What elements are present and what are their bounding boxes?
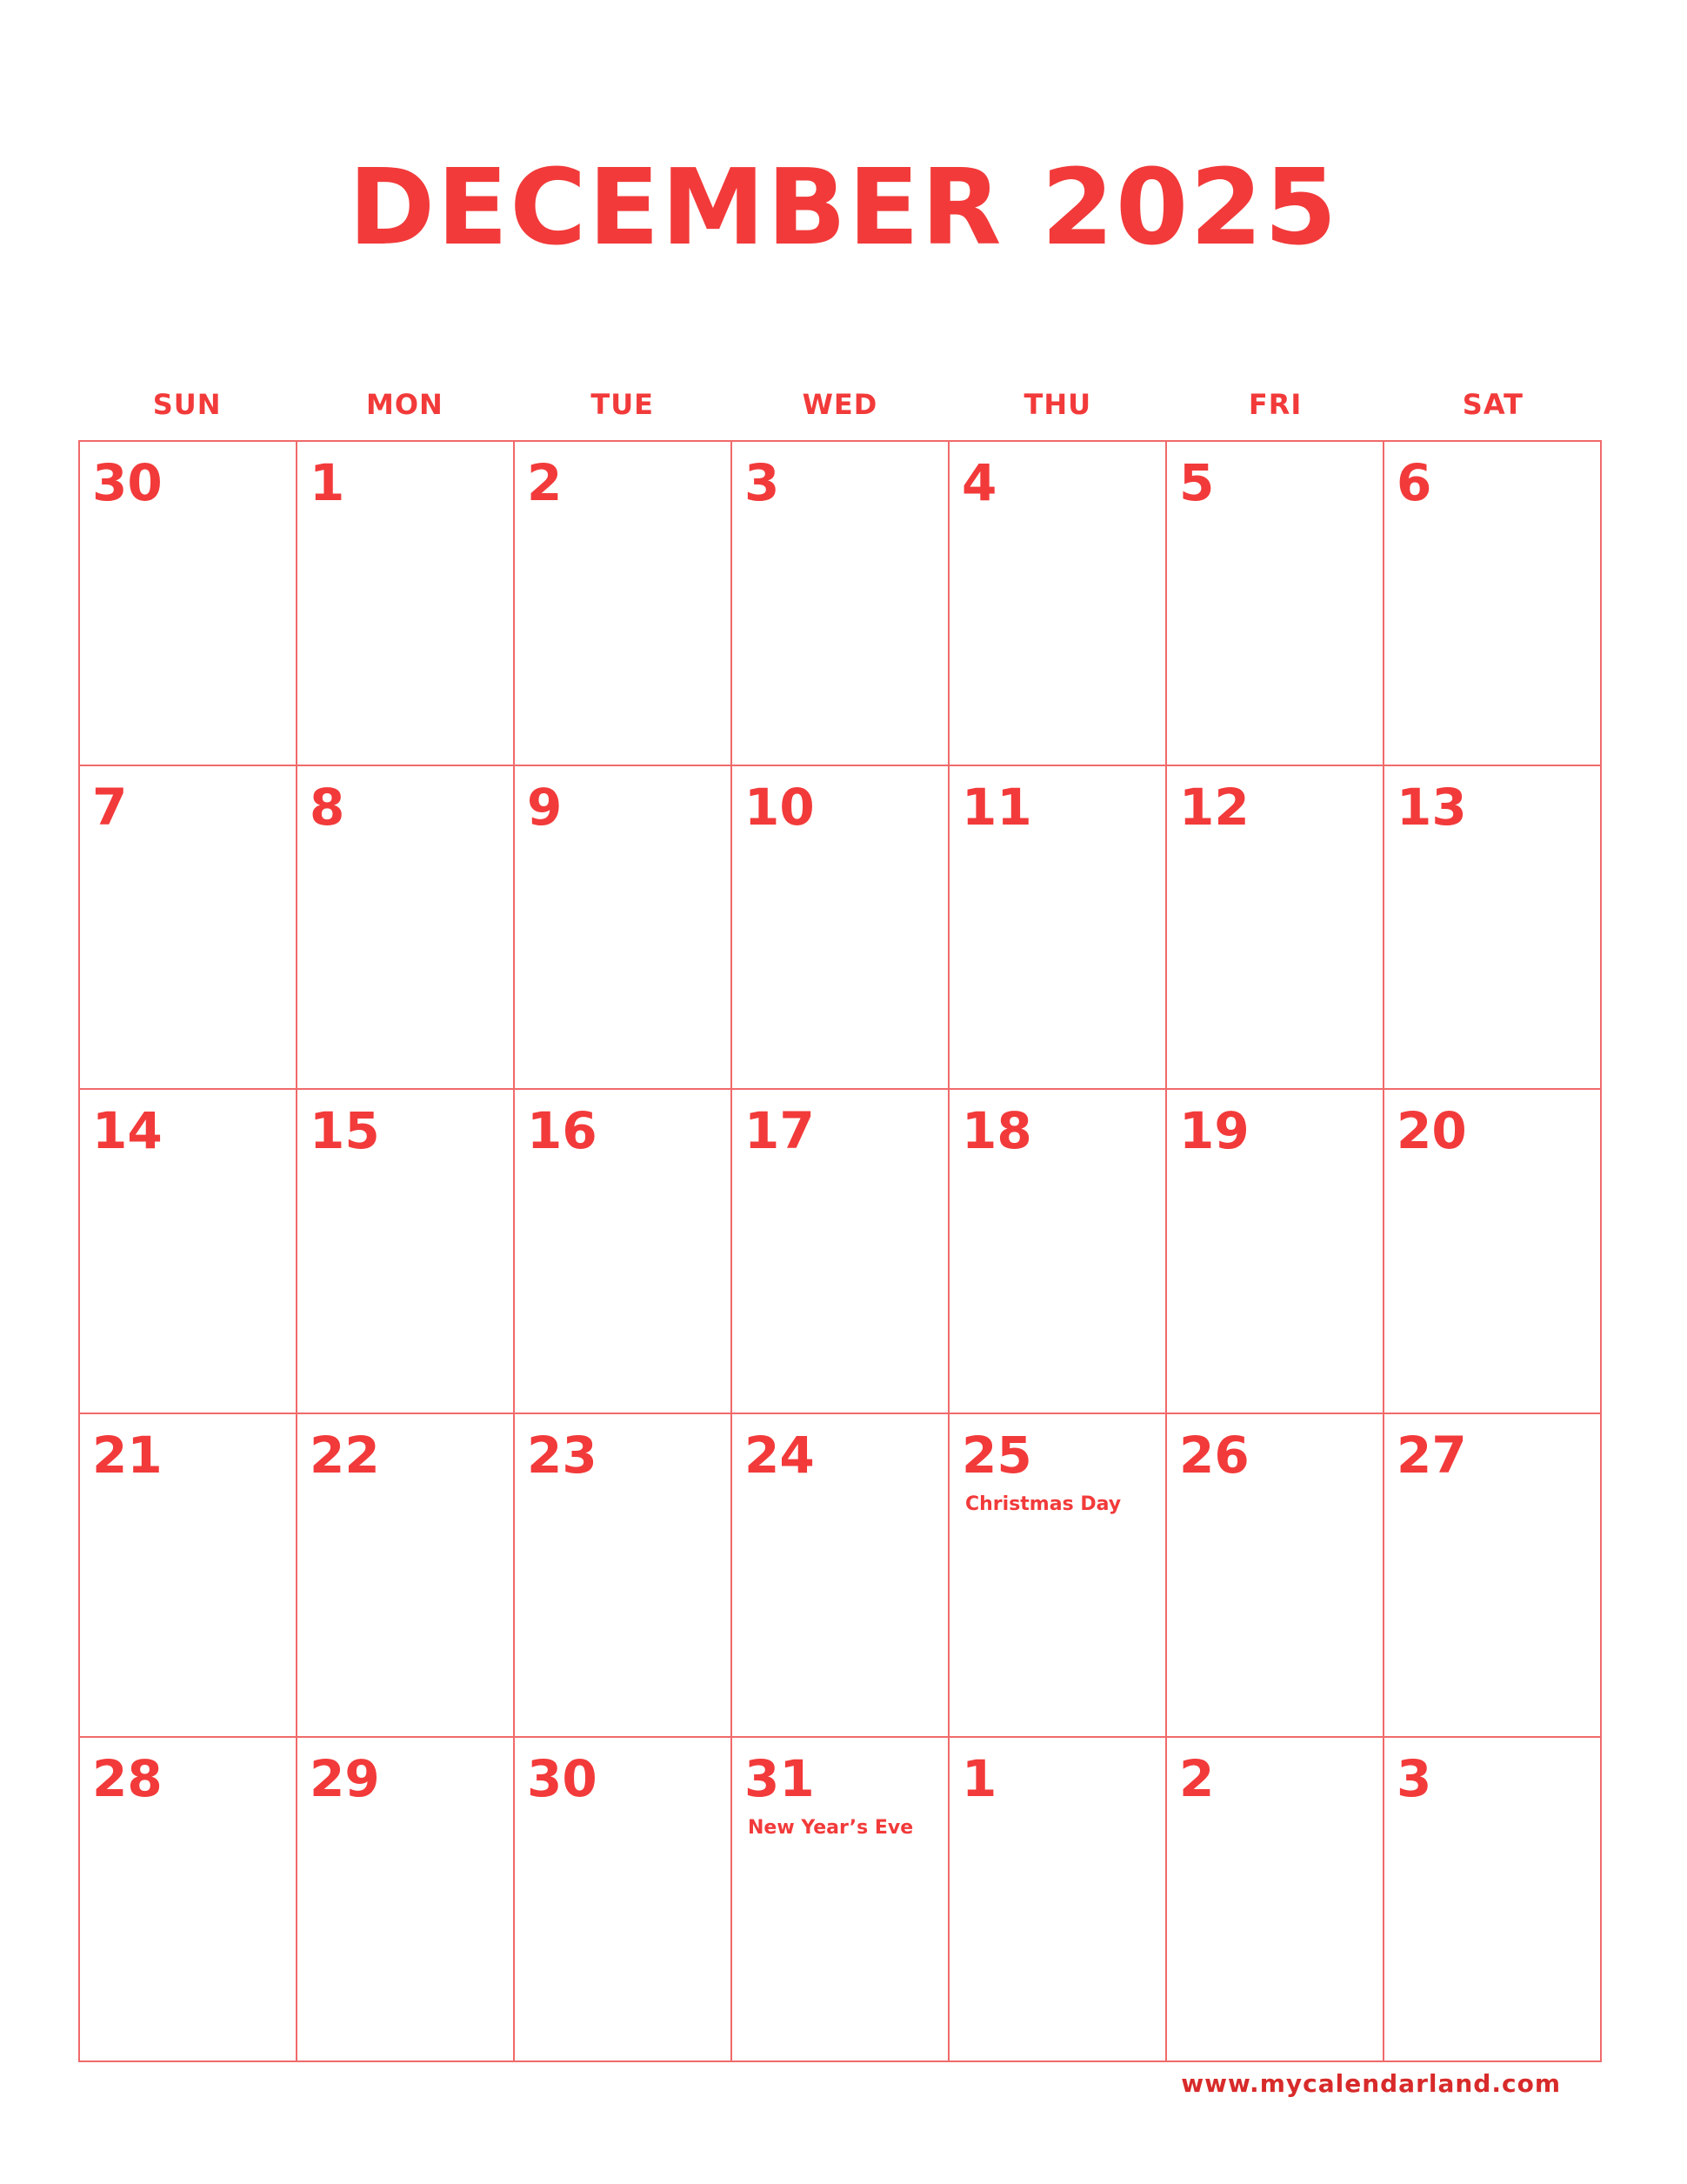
- day-cell: [80, 766, 297, 1091]
- day-cell: [1167, 1738, 1384, 2062]
- holiday-label: New Year’s Eve: [748, 1817, 914, 1840]
- day-number: 24: [744, 1425, 815, 1485]
- weekday-sat: SAT: [1462, 388, 1524, 421]
- calendar-grid: [78, 440, 1602, 2062]
- day-number: 28: [92, 1749, 163, 1809]
- day-cell: [80, 442, 297, 766]
- weekday-wed: WED: [802, 388, 878, 421]
- day-cell: [732, 442, 950, 766]
- holiday-label: Christmas Day: [965, 1493, 1122, 1515]
- day-number: 25: [962, 1425, 1032, 1485]
- day-number: 5: [1179, 453, 1215, 512]
- weekday-fri: FRI: [1248, 388, 1303, 421]
- day-cell: [1384, 442, 1602, 766]
- day-cell: [297, 1738, 515, 2062]
- day-number: 15: [310, 1101, 380, 1161]
- day-number: 2: [527, 453, 563, 512]
- day-number: 16: [527, 1101, 597, 1161]
- day-number: 19: [1179, 1101, 1250, 1161]
- day-number: 30: [92, 453, 163, 512]
- day-number: 1: [962, 1749, 997, 1809]
- day-cell: [732, 1090, 950, 1414]
- day-number: 22: [310, 1425, 380, 1485]
- weekday-sun: SUN: [152, 388, 222, 421]
- day-cell: [515, 442, 732, 766]
- calendar-title: DECEMBER 2025: [348, 148, 1339, 269]
- day-cell: [80, 1738, 297, 2062]
- weekday-mon: MON: [366, 388, 443, 421]
- day-number: 8: [310, 777, 345, 837]
- day-number: 2: [1179, 1749, 1215, 1809]
- day-cell: [297, 1090, 515, 1414]
- day-number: 14: [92, 1101, 163, 1161]
- day-cell: [950, 1090, 1167, 1414]
- day-number: 9: [527, 777, 563, 837]
- day-number: 23: [527, 1425, 597, 1485]
- day-cell: [732, 1738, 950, 2062]
- day-number: 18: [962, 1101, 1032, 1161]
- weekday-header-row: [78, 383, 1602, 426]
- day-cell: [1384, 1090, 1602, 1414]
- day-number: 30: [527, 1749, 597, 1809]
- day-cell: [1384, 1414, 1602, 1739]
- day-number: 26: [1179, 1425, 1250, 1485]
- website-url: www.mycalendarland.com: [1181, 2069, 1561, 2098]
- day-cell: [1167, 766, 1384, 1091]
- day-number: 13: [1397, 777, 1467, 837]
- day-cell: [1167, 1090, 1384, 1414]
- day-number: 20: [1397, 1101, 1467, 1161]
- day-cell: [1384, 766, 1602, 1091]
- weekday-tue: TUE: [590, 388, 655, 421]
- day-number: 3: [1397, 1749, 1432, 1809]
- day-cell: [80, 1414, 297, 1739]
- day-number: 7: [92, 777, 128, 837]
- day-cell: [732, 1414, 950, 1739]
- day-number: 4: [962, 453, 997, 512]
- day-cell: [297, 442, 515, 766]
- day-number: 3: [744, 453, 780, 512]
- day-cell: [950, 766, 1167, 1091]
- day-number: 10: [744, 777, 815, 837]
- day-cell: [297, 766, 515, 1091]
- day-cell: [1167, 1414, 1384, 1739]
- day-cell: [950, 442, 1167, 766]
- day-cell: [515, 1090, 732, 1414]
- day-cell: [950, 1414, 1167, 1739]
- day-cell: [515, 1414, 732, 1739]
- day-cell: [1384, 1738, 1602, 2062]
- day-cell: [515, 766, 732, 1091]
- day-cell: [1167, 442, 1384, 766]
- day-cell: [732, 766, 950, 1091]
- day-number: 27: [1397, 1425, 1467, 1485]
- day-number: 6: [1397, 453, 1432, 512]
- day-number: 31: [744, 1749, 815, 1809]
- day-cell: [297, 1414, 515, 1739]
- day-number: 11: [962, 777, 1032, 837]
- day-number: 21: [92, 1425, 163, 1485]
- day-number: 12: [1179, 777, 1250, 837]
- day-cell: [80, 1090, 297, 1414]
- day-cell: [515, 1738, 732, 2062]
- weekday-thu: THU: [1024, 388, 1092, 421]
- day-number: 17: [744, 1101, 815, 1161]
- day-cell: [950, 1738, 1167, 2062]
- day-number: 1: [310, 453, 345, 512]
- day-number: 29: [310, 1749, 380, 1809]
